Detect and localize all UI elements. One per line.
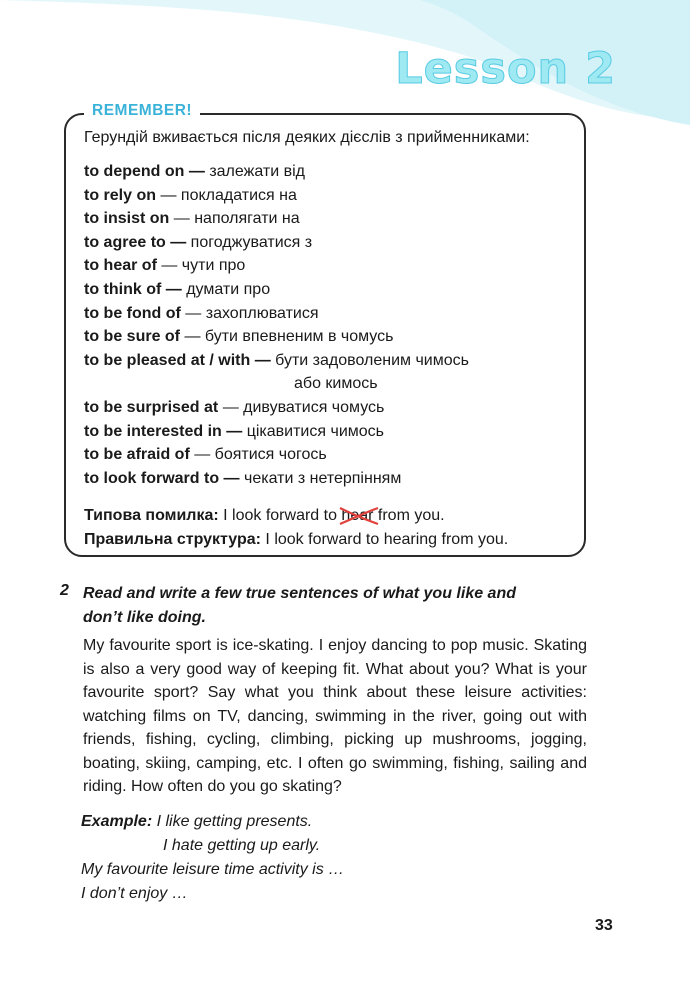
example-line: I hate getting up early. <box>163 837 321 854</box>
verb-item: to think of — думати про <box>84 280 271 298</box>
remember-label: REMEMBER! <box>84 102 200 120</box>
verb-item: to look forward to — чекати з нетерпінням <box>84 469 402 487</box>
example-line: I don’t enjoy … <box>81 885 188 902</box>
verb-item: to be pleased at / with — бути задоволеним чимось <box>84 351 469 369</box>
crossed-word: hear <box>341 504 373 528</box>
cross-out-mark <box>338 506 380 526</box>
verb-item: to be fond of — захоплюватися <box>84 304 319 322</box>
verb-item: to be afraid of — боятися чогось <box>84 446 327 464</box>
remember-intro: Герундій вживається після деяких дієслів з прийменниками: <box>84 129 530 146</box>
lesson-title: Lesson 2 <box>395 44 616 94</box>
verb-item: to rely on — покладатися на <box>84 186 297 204</box>
verb-item: to be surprised at — дивуватися чомусь <box>84 398 385 416</box>
mistake-block <box>84 504 508 551</box>
verb-item: to agree to — погоджуватися з <box>84 233 313 251</box>
exercise-title: Read and write a few true sentences of what you like and don’t like doing. <box>83 585 516 626</box>
exercise-number: 2 <box>60 582 69 599</box>
verb-item: to be sure of — бути впевненим в чомусь <box>84 328 394 346</box>
example-line: Example: I like getting presents. <box>81 813 313 830</box>
exercise-paragraph: My favourite sport is ice-skating. I enjoy dancing to pop music. Skating is also a very good way of keeping fit. What about you? What is your favourite sport? Say what you think about these leisure activities: watching films on TV, dancing, swimming in the river, going out with friends, fishing, cycling, climbing, picking up mushrooms, jogging, boating, skiing, camping, etc. I often go swimming, fishing, sailing and riding. How often do you go skating? <box>83 637 587 795</box>
correct-structure: Правильна структура: I look forward to hearing from you. <box>84 530 509 548</box>
page-number: 33 <box>595 917 613 934</box>
typical-mistake: Типова помилка: I look forward to hear from you. <box>84 504 508 528</box>
examples-block <box>81 810 344 906</box>
verb-item: to hear of — чути про <box>84 257 246 275</box>
example-line: My favourite leisure time activity is … <box>81 861 345 878</box>
verb-item: to be interested in — цікавитися чимось <box>84 422 384 440</box>
verb-preposition-list <box>84 160 469 490</box>
verb-item: to insist on — наполягати на <box>84 210 300 228</box>
verb-item: to depend on — залежати від <box>84 163 305 180</box>
verb-item-continuation: або кимось <box>294 375 378 393</box>
